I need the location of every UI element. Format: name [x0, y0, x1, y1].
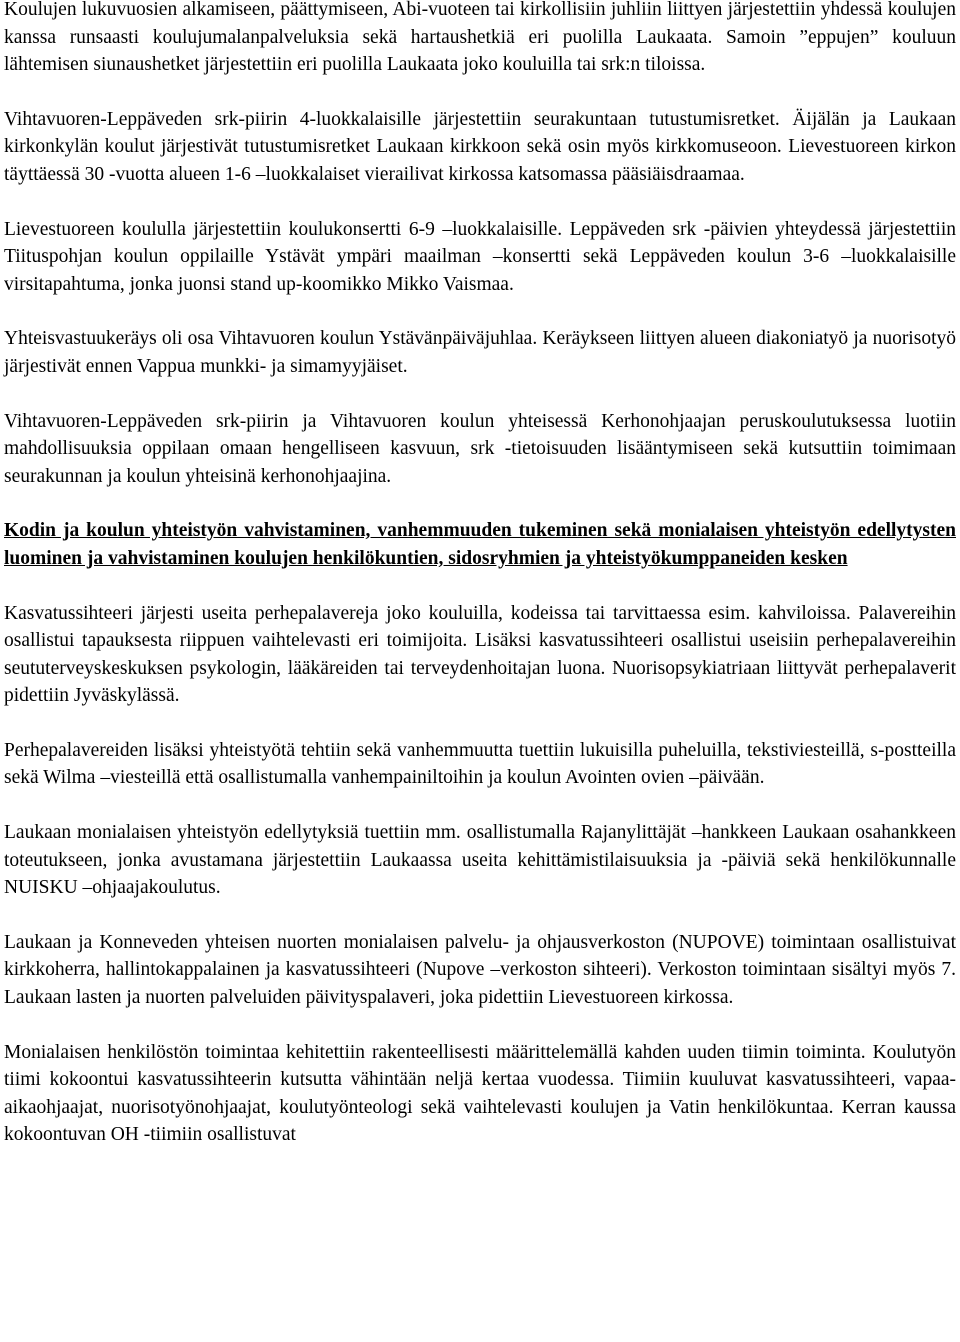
paragraph-fundraiser: Yhteisvastuukeräys oli osa Vihtavuoren koulun Ystävänpäiväjuhlaa. Keräykseen liittyen alueen diakoniatyö ja nuorisotyö järjestivät ennen Vappua munkki- ja simamyyjäiset.: [4, 328, 956, 377]
section-heading: Kodin ja koulun yhteistyön vahvistaminen, vanhemmuuden tukeminen sekä monialaisen yhteistyön edellytysten luominen ja vahvistaminen koulujen henkilökuntien, sidosryhmien ja yhteistyökumppaneiden kesken: [4, 520, 956, 569]
paragraph-family-meetings: Kasvatussihteeri järjesti useita perhepalavereja joko kouluilla, kodeissa tai tarvittaessa esim. kahviloissa. Palavereihin osallistui tapauksesta riippuen vaihtelevasti eri toimijoita. Lisäksi kasvatussihteeri osallistui useisiin perhepalavereihin seututerveyskeskuksen psykologin, lääkäreiden tai terveydenhoitajan luona. Nuorisopsykiatriaan liittyvät perhepalaverit pidettiin Jyväskylässä.: [4, 602, 956, 707]
paragraph-parent-support: Perhepalavereiden lisäksi yhteistyötä tehtiin sekä vanhemmuutta tuettiin lukuisilla puheluilla, tekstiviesteillä, s-postteilla sekä Wilma –viesteillä että osallistumalla vanhempainiltoihin ja koulun Avointen ovien –päivään.: [4, 739, 956, 789]
paragraph-club-leader-training: Vihtavuoren-Leppäveden srk-piirin ja Vihtavuoren koulun yhteisessä Kerhonohjaajan peruskoulutuksessa luotiin mahdollisuuksia oppilaan omaan hengelliseen kasvuun, srk -tietoisuuden lisääntymiseen sekä kutsuttiin toimimaan seurakunnan ja koulun yhteisinä kerhonohjaajina.: [4, 410, 956, 487]
paragraph-concerts: Lievestuoreen koululla järjestettiin koulukonsertti 6-9 –luokkalaisille. Leppäveden srk -päivien yhteydessä järjestettiin Tiituspohjan koulun oppilaille Ystävät ympäri maailman –konsertti sekä Leppäveden koulun 3-6 –luokkalaisille virsitapahtuma, jonka juonsi stand up-koomikko Mikko Vaismaa.: [4, 218, 956, 295]
paragraph-teams: Monialaisen henkilöstön toimintaa kehitettiin rakenteellisesti määrittelemällä kahden uuden tiimin toiminta. Koulutyön tiimi kokoontui kasvatussihteerin kutsutta vähintään neljä kertaa vuodessa. Tiimiin kuuluvat kasvatussihteeri, vapaa-aikaohjaajat, nuorisotyönohjaajat, koulutyönteologi sekä vaihtelevasti koulujen ja Vatin henkilökuntaa. Kerran kaussa kokoontuvan OH -tiimiin osallistuvat: [4, 1041, 956, 1146]
paragraph-study-trips: Vihtavuoren-Leppäveden srk-piirin 4-luokkalaisille järjestettiin seurakuntaan tutustumisretket. Äijälän ja Laukaan kirkonkylän koulut järjestivät tutustumisretket Laukaan kirkkoon sekä osin myös kirkkomuseoon. Lievestuoreen kirkon täyttäessä 30 -vuotta alueen 1-6 –luokkalaiset vierailivat kirkossa katsomassa pääsiäisdraamaa.: [4, 108, 956, 185]
paragraph-multidisciplinary: Laukaan monialaisen yhteistyön edellytyksiä tuettiin mm. osallistumalla Rajanylittäjät –hankkeen Laukaan osahankkeen toteutukseen, jonka avustamana järjestettiin Laukaassa useita kehittämistilaisuuksia ja -päiviä sekä henkilökunnalle NUISKU –ohjaajakoulutus.: [4, 822, 956, 899]
paragraph-school-services: Koulujen lukuvuosien alkamiseen, päättymiseen, Abi-vuoteen tai kirkollisiin juhliin liittyen järjestettiin yhdessä koulujen kanssa runsaasti koulujumalanpalveluksia sekä hartaushetkiä eri puolilla Laukaata. Samoin ”eppujen” kouluun lähtemisen siunaushetket järjestettiin eri puolilla Laukaata joko kouluilla tai srk:n tiloissa.: [4, 0, 956, 76]
paragraph-nupove: Laukaan ja Konneveden yhteisen nuorten monialaisen palvelu- ja ohjausverkoston (NUPOVE) toimintaan osallistuivat kirkkoherra, hallintokappalainen ja kasvatussihteeri (Nupove –verkoston sihteeri). Verkoston toimintaan sisältyi myös 7. Laukaan lasten ja nuorten palveluiden päivityspalaveri, joka pidettiin Lievestuoreen kirkossa.: [4, 931, 956, 1009]
